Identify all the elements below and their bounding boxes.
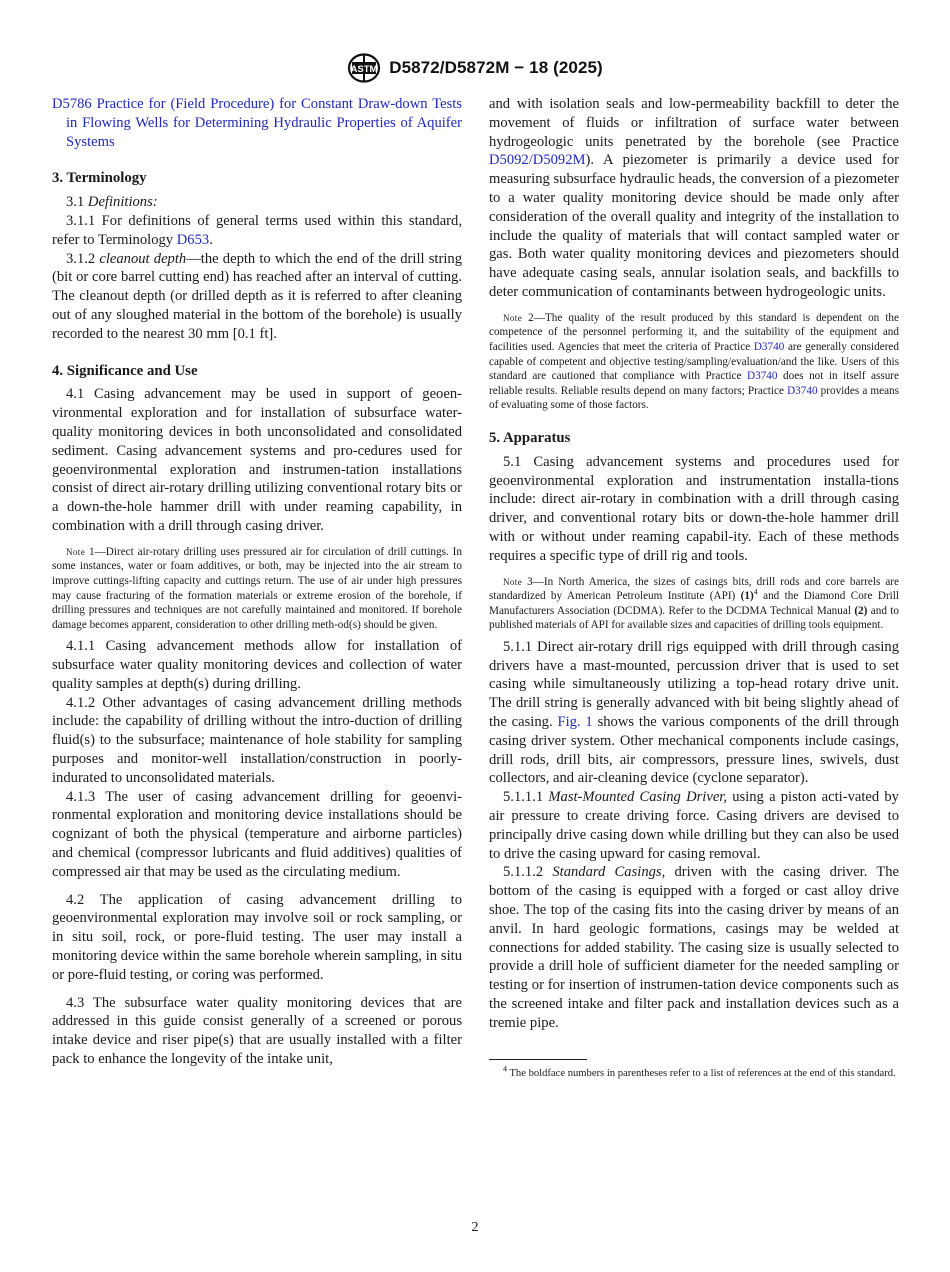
link-d3740-3[interactable]: D3740 bbox=[787, 384, 818, 397]
section-3-heading: 3. Terminology bbox=[52, 170, 147, 187]
reference-d5786 bbox=[52, 95, 462, 151]
astm-logo-icon bbox=[347, 53, 381, 83]
para-4-2: 4.2 The application of casing advancement drilling to geoenvironmental exploration may involve soil or rock sampling, or in situ soil, rock, or pore-fluid testing. The user may install a monitoring device within the same borehole wherein sampling, in situ or pore-fluid testing, or coring was performed. bbox=[52, 891, 462, 983]
para-4-1-2: 4.1.2 Other advantages of casing advancement drilling methods include: the capability of drilling without the intro-duction of drilling fluid(s) to the subsurface; maintenance of hole stability for sampling purposes and monitor-well installation/construction in poorly-indurated to unconsolidated materials. bbox=[52, 694, 462, 786]
para-4-1-1: 4.1.1 Casing advancement methods allow for installation of subsurface water quality monitoring devices and collection of water quality samples at depth(s) during drilling. bbox=[52, 638, 462, 692]
para-4-1-3: 4.1.3 The user of casing advancement drilling for geoenvi-ronmental exploration and monitoring device installations should be cognizant of both the physical (temperature and airborne particles) and chemical (compressor lubricants and fluid additives) qualities of compressed air that may be used as the circulating medium. bbox=[52, 788, 462, 880]
link-d5786[interactable]: D5786 bbox=[52, 96, 92, 112]
section-4-heading: 4. Significance and Use bbox=[52, 362, 198, 379]
para-5-1-1-1: 5.1.1.1 Mast-Mounted Casing Driver, using a piston acti-vated by air pressure to create driving force. Casing drivers are devised to principally drive casing down while drilling but they can also be used to drive the casing upward for casing removal. bbox=[489, 789, 899, 862]
link-fig-1[interactable]: Fig. 1 bbox=[557, 714, 593, 731]
para-4-1: 4.1 Casing advancement may be used in support of geoen-vironmental exploration and for installation of subsurface water-quality monitoring devices in both unconsolidated and consolidated sediment. Casing advancement systems and pro-cedures used for geoenvironmental exploration and instrumen-tation installations consist of direct air-rotary drilling utilizing conventional rotary bits or a down-the-hole hammer drill with under reaming capability, in combination with a drill through casing driver. bbox=[52, 386, 462, 534]
link-d3740-2[interactable]: D3740 bbox=[747, 370, 778, 383]
para-5-1-1-2: 5.1.1.2 Standard Casings, driven with the casing driver. The bottom of the casing is equipped with a forged or cast alloy drive shoe. The top of the casing fits into the casing driver by means of an anvil. In hard geologic formations, casings may be welded at connections for added stability. The casing size is usually selected to provide a drill hole of sufficient diameter for the needed sampling or testing or for insertion of instrumen-tation device components such as the screened intake and filter pack and installation devices such as a tremie pipe. bbox=[489, 864, 900, 1031]
page-number: 2 bbox=[471, 1220, 479, 1235]
para-4-3: 4.3 The subsurface water quality monitoring devices that are addressed in this guide consist generally of a screened or porous intake device and riser pipe(s) that are usually installed with a filter pack to enhance the longevity of the intake unit, bbox=[52, 994, 462, 1068]
right-column bbox=[489, 95, 899, 1081]
para-3-1: 3.1 Definitions: bbox=[66, 194, 158, 211]
note-3: Note 3—In North America, the sizes of casings bits, drill rods and core barrels are standardized by American Petroleum Institute (API) $(1)^4$ and the Diamond Core Drill Manufacturers Association (DCDMA). Refer to the DCDMA Technical Manual (2) and to published materials of API for available sizes and capacities of drilling tools equipment. bbox=[489, 575, 899, 632]
footnote-4: $^4$ The boldface numbers in parentheses refer to a list of references at the end of this standard. bbox=[503, 1064, 896, 1079]
page-header bbox=[0, 52, 950, 84]
link-d3740-1[interactable]: D3740 bbox=[753, 340, 785, 353]
para-4-3-continued: and with isolation seals and low-permeability backfill to deter the movement of fluids or infiltration of surface water between hydrogeologic units penetrated by the borehole (see Practice D5092/D5092M). A piezometer is primarily a device used for measuring subsurface hydraulic heads, the conversion of a piezometer to a water quality monitoring device should be made only after consideration of the overall quality and integrity of the installation to include the quality of materials that will contact sampled water or gas. Both water quality monitoring devices and piezometers should have adequate casing seals, annular isolation seals, and backfills to deter communication of contaminants between hydrogeologic units. bbox=[489, 96, 899, 300]
svg-text:ASTM: ASTM bbox=[350, 64, 378, 75]
section-5-heading: 5. Apparatus bbox=[489, 429, 571, 446]
link-d653[interactable]: D653 bbox=[176, 231, 210, 248]
note-2: Note 2—The quality of the result produced by this standard is dependent on the competence of the personnel performing it, and the suitability of the equipment and facilities used. Agencies that meet the criteria of Practice D3740 are generally considered capable of competent and objective testing/sampling/evaluation/and the like. Users of this standard are cautioned that compliance with Practice D3740 does not in itself assure reliable results. Reliable results depend on many factors; Practice D3740 provides a means of evaluating some of those factors. bbox=[489, 311, 899, 412]
para-3-1-2: 3.1.2 cleanout depth—the depth to which the end of the drill string (bit or core barrel cutting end) has reached after an interval of cutting. The cleanout depth (or drilled depth as it is referred to after cleaning out of any sloughed material in the bottom of the borehole) is usually recorded to the nearest 30 mm [0.1 ft]. bbox=[52, 250, 462, 342]
para-5-1-1: 5.1.1 Direct air-rotary drill rigs equipped with drill through casing drivers have a mast-mounted, percussion driver that is used to set casing while simultaneously utilizing a top-head rotary drive unit. The drill string is generally advanced with bit being slightly ahead of the casing. Fig. 1 shows the various components of the drill through casing driver system. Other mechanical components include casings, drill rods, drill bits, air compressors, pressure lines, swivels, dust collectors, and air-cleaning device (cyclone separator). bbox=[489, 638, 899, 787]
left-column bbox=[52, 95, 462, 1069]
link-d5786-title[interactable]: Practice for (Field Procedure) for Constant Draw-down Tests in Flowing Wells for Determining Hydraulic Properties of Aquifer Systems bbox=[66, 96, 462, 150]
footnote-rule bbox=[489, 1059, 587, 1060]
link-d5092[interactable]: D5092/D5092M bbox=[489, 152, 586, 169]
standard-designation: D5872/D5872M − 18 (2025) bbox=[389, 58, 603, 77]
para-3-1-1: 3.1.1 For definitions of general terms used within this standard, refer to Terminology D653. bbox=[52, 212, 462, 248]
para-5-1: 5.1 Casing advancement systems and procedures used for geoenvironmental exploration and instrumentation installa-tions include: direct air-rotary in combination with a drill through casing driver, and conventional rotary bits or down-the-hole hammer drill with or without under reaming capabil-ity. Each of these methods requires a specific type of drill rig and tools. bbox=[489, 453, 899, 564]
note-1: Note 1—Direct air-rotary drilling uses pressured air for circulation of drill cuttings. In some instances, water or foam additives, or both, may be injected into the air stream to improve cuttings-lifting capacity and cuttings return. The use of air under high pressures may cause fracturing of the formation materials or extreme erosion of the borehole, if drilling pressures and techniques are not carefully maintained and monitored. If borehole damage becomes apparent, consideration to other drilling meth-od(s) should be given. bbox=[52, 545, 462, 631]
